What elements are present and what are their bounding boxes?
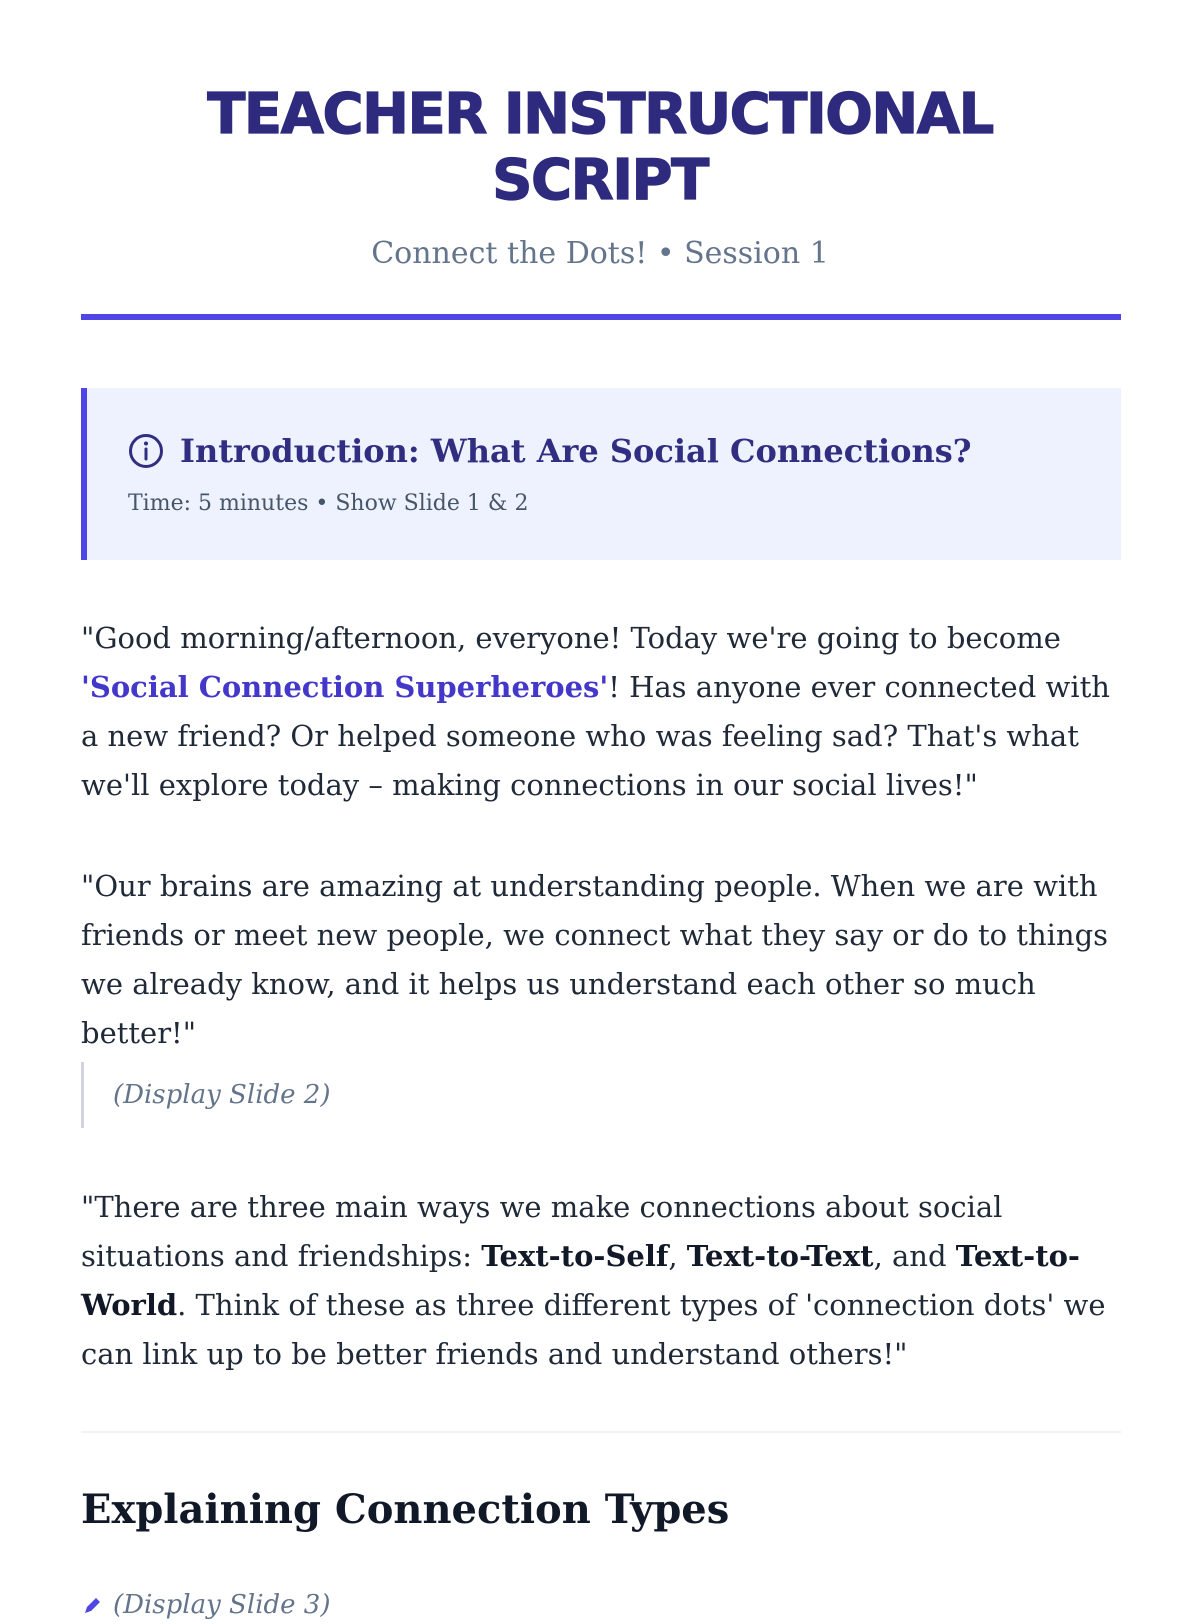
pencil-icon (81, 1594, 103, 1616)
intro-section-meta: Time: 5 minutes • Show Slide 1 & 2 (128, 491, 529, 516)
p1-text-end: ! Has anyone ever connected with a new friend? Or helped someone who was feeling sad? That's what we'll explore today – making connections in our social lives!" (81, 670, 1110, 802)
p3-text-end: . Think of these as three different types of 'connection dots' we can link up to be better friends and understand others!" (81, 1288, 1106, 1371)
page-header (0, 0, 1200, 271)
stage-direction-note: (Display Slide 2) (81, 1062, 330, 1128)
p1-text-start: "Good morning/afternoon, everyone! Today we're going to become (81, 621, 1061, 655)
header-divider (81, 314, 1121, 320)
p3-text-start: "There are three main ways we make connections about social situations and friendships: (81, 1190, 1003, 1273)
intro-section-heading (128, 432, 972, 470)
script-paragraph-1 (81, 614, 1126, 810)
partial-slide-note-text: (Display Slide 3) (113, 1590, 331, 1620)
term-text-to-world: Text-to-World (81, 1239, 1080, 1322)
term-text-to-text: Text-to-Text (686, 1239, 874, 1273)
p3-separator-1: , (668, 1239, 687, 1273)
connection-types-heading: Explaining Connection Types (81, 1486, 730, 1533)
partial-slide-note (81, 1590, 330, 1620)
page-subtitle: Connect the Dots! • Session 1 (371, 236, 829, 271)
info-icon (128, 433, 164, 469)
script-paragraph-3 (81, 1183, 1126, 1379)
section-divider (81, 1431, 1121, 1433)
intro-section-callout (81, 388, 1121, 560)
intro-section-title: Introduction: What Are Social Connections? (180, 432, 972, 470)
script-paragraph-2: "Our brains are amazing at understanding people. When we are with friends or meet new people, we connect what they say or do to things we already know, and it helps us understand each other so much better!" (81, 869, 1109, 1050)
p3-separator-2: , and (873, 1239, 956, 1273)
superheroes-highlight: 'Social Connection Superheroes' (81, 670, 609, 704)
page-title: TEACHER INSTRUCTIONAL SCRIPT (207, 82, 993, 213)
term-text-to-self: Text-to-Self (481, 1239, 669, 1273)
